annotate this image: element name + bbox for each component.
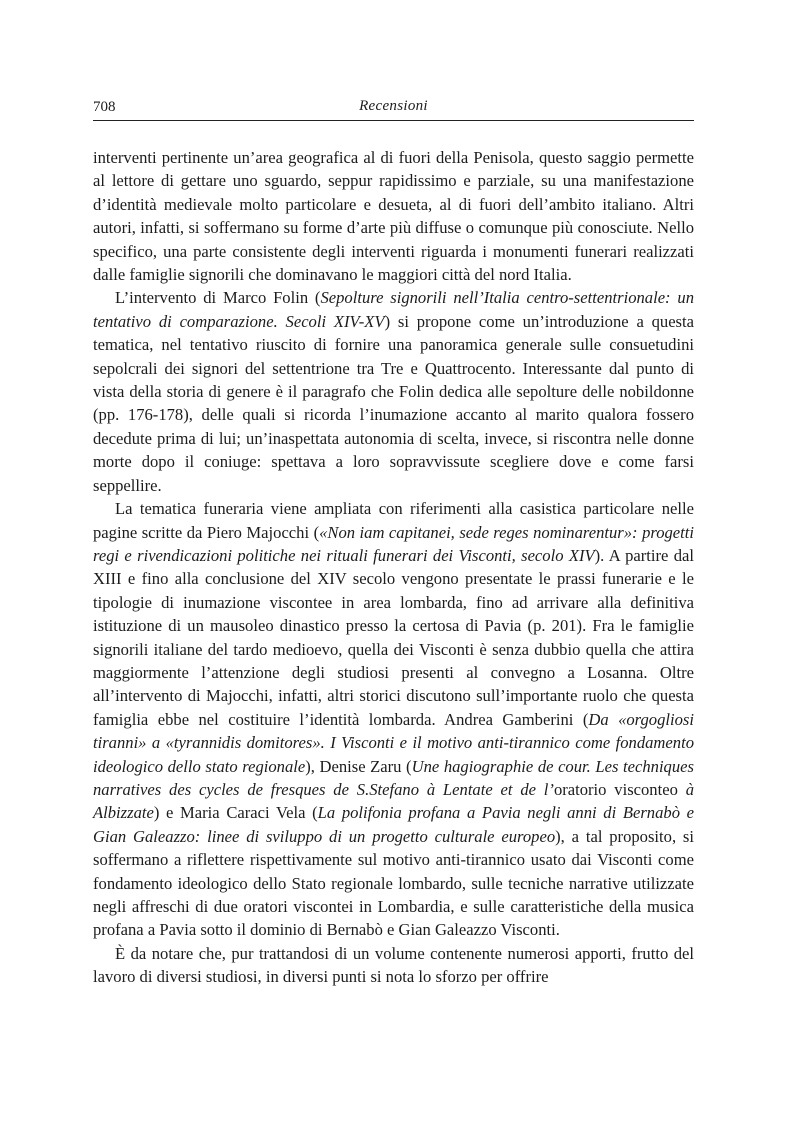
italic-title: La polifonia profana a Pavia negli anni di Bernabò e Gian Galeazzo: linee di sviluppo di un progetto culturale europeo [93,803,695,846]
running-header [93,96,694,121]
text-span: interventi pertinente un’area geografica al di fuori della Penisola, questo saggio permette al lettore di gettare uno sguardo, seppur rapidissimo e parziale, su una manifestazione d’identità medievale molto particolare e desueta, al di fuori dell’ambito italiano. Altri autori, infatti, si soffermano su forme d’arte più diffuse o comunque più conosciute. Nello specifico, una parte consistente degli interventi riguarda i monumenti funerari realizzati dalle famiglie signorili che dominavano le maggiori città del nord Italia. [93,148,694,285]
text-span: ). A partire dal XIII e fino alla conclusione del XIV secolo vengono presentate le prassi funerarie e le tipologie di inumazione viscontee in area lombarda, fino ad arrivare alla definitiva istituzione di un mausoleo dinastico presso la certosa di Pavia (p. 201). Fra le famiglie signorili italiane del tardo medioevo, quella dei Visconti è senza dubbio quella che attira maggiormente l’attenzione degli studiosi presenti al convegno a Losanna. Oltre all’intervento di Majocchi, infatti, altri storici discutono sull’importante ruolo che questa famiglia ebbe nel costituire l’identità lombarda. Andrea Gamberini ( [93,545,694,729]
text-span: L’intervento di Marco Folin ( [115,288,321,308]
paragraph [93,497,694,942]
text-span: La tematica funeraria viene ampliata con riferimenti alla casistica particolare nelle pagine scritte da Piero Majocchi ( [93,499,694,542]
paragraph [93,146,694,286]
text-span: ), a tal proposito, si soffermano a riflettere rispettivamente sul motivo anti-tirannico usato dai Visconti come fondamento ideologico dello Stato regionale lombardo, sulle tecniche narrative utilizzate negli affreschi di due oratori viscontei in Lombardia, e sulle caratteristiche della musica profana a Pavia sotto il dominio di Bernabò e Gian Galeazzo Visconti. [93,826,694,940]
italic-title: Une hagiographie de cour. Les techniques narratives des cycles de fresques de S.Stefano à Lentate et de l’ [93,756,694,799]
text-span: È da notare che, pur trattandosi di un volume contenente numerosi apporti, frutto del lavoro di diversi studiosi, in diversi punti si nota lo sforzo per offrire [93,943,694,987]
italic-title: Da «orgogliosi tiranni» a «tyrannidis domitores». I Visconti e il motivo anti-tirannico come fondamento ideologico dello stato regionale [93,709,694,776]
paragraph [93,286,694,497]
text-span: ) si propone come un’introduzione a questa tematica, nel tentativo riuscito di fornire una panoramica generale sulle consuetudini sepolcrali dei signori del settentrione tra Tre e Quattrocento. Interessante dal punto di vista della storia di genere è il paragrafo che Folin dedica alle sepolture delle nobildonne (pp. 176-178), delle quali si ricorda l’inumazione accanto al marito qualora fossero decedute prima di lui; un’inaspettata autonomia di scelta, invece, si riscontra nelle donne morte dopo il coniuge: spettava a loro sopravvissute scegliere dove e come farsi seppellire. [93,311,694,495]
review-body [93,146,694,989]
italic-title: à Albizzate [93,779,694,823]
text-span: oratorio visconteo [553,779,686,799]
paragraph [93,942,694,989]
text-span: ) e Maria Caraci Vela ( [153,803,318,823]
running-head-title: Recensioni [359,98,428,114]
italic-title: «Non iam capitanei, sede reges nominarentur»: progetti regi e rivendicazioni politiche nei rituali funerari dei Visconti, secolo XIV [93,522,694,565]
page-number: 708 [93,99,116,115]
text-span: ), Denise Zaru ( [305,756,412,776]
italic-title: Sepolture signorili nell’Italia centro-settentrionale: un tentativo di comparazione. Secoli XIV-XV [93,288,694,331]
